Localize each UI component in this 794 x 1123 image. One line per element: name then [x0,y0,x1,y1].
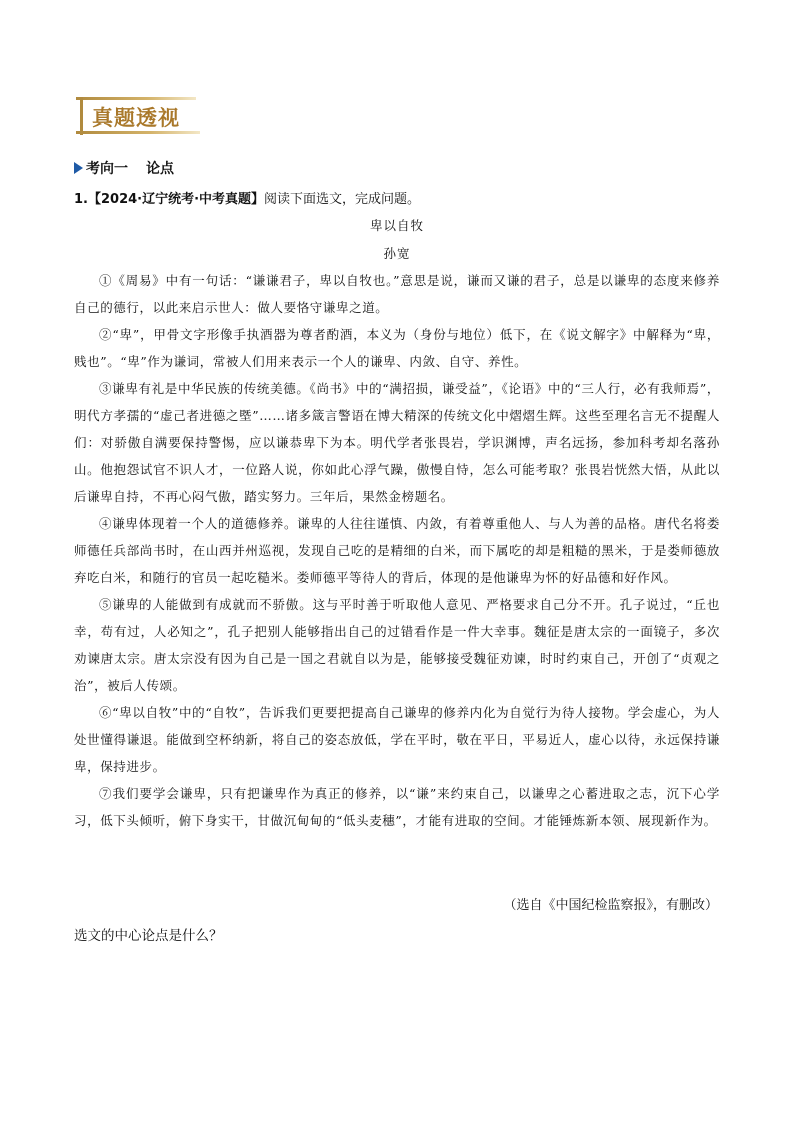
section-header-banner [76,97,200,139]
question-source: 【2024·辽宁统考·中考真题】 [87,192,265,207]
article-paragraph-2: ②“卑”，甲骨文字形像手执酒器为尊者酌酒，本义为（身份与地位）低下，在《说文解字》中解释为“卑，贱也”。“卑”作为谦词，常被人们用来表示一个人的谦卑、内敛、自守、养性。 [74,327,720,369]
article-paragraph-1: ①《周易》中有一句话：“谦谦君子，卑以自牧也。”意思是说，谦而又谦的君子，总是以谦卑的态度来修养自己的德行，以此来启示世人：做人要恪守谦卑之道。 [74,273,720,315]
section-heading [74,158,174,178]
article-author: 孙宽 [383,246,411,261]
article-paragraph-6: ⑥“卑以自牧”中的“自牧”，告诉我们更要把提高自己谦卑的修养内化为自觉行为待人接物。学会虚心，为人处世懂得谦退。能做到空杯纳新，将自己的姿态放低，学在平时，敬在平日，平易近人，虚心以待，永远保持谦卑，保持进步。 [74,705,720,774]
article-body [74,267,720,834]
article-paragraph-7: ⑦我们要学会谦卑，只有把谦卑作为真正的修养，以“谦”来约束自己，以谦卑之心蓄进取之志，沉下心学习，低下头倾听，俯下身实干，甘做沉甸甸的“低头麦穗”，才能有进取的空间。才能锤炼新本领、展现新作为。 [74,786,720,828]
question-number: 1. [74,192,88,207]
article-paragraph-5: ⑤谦卑的人能做到有成就而不骄傲。这与平时善于听取他人意见、严格要求自己分不开。孔子说过，“丘也幸，苟有过，人必知之”，孔子把别人能够指出自己的过错看作是一件大幸事。魏征是唐太宗的一面镜子，多次劝谏唐太宗。唐太宗没有因为自己是一国之君就自以为是，能够接受魏征劝谏，时时约束自己，开创了“贞观之治”，被后人传颂。 [74,597,720,693]
question-instruction: 阅读下面选文，完成问题。 [264,192,421,207]
question-prompt: 选文的中心论点是什么？ [74,928,223,944]
article-title: 卑以自牧 [369,218,424,233]
header-border-left [80,97,83,135]
section-label: 考向一 [86,161,128,177]
article-paragraph-4: ④谦卑体现着一个人的道德修养。谦卑的人往往谨慎、内敛，有着尊重他人、与人为善的品格。唐代名将娄师德任兵部尚书时，在山西并州巡视，发现自己吃的是精细的白米，而下属吃的却是粗糙的黑米，于是娄师德放弃吃白米，和随行的官员一起吃糙米。娄师德平等待人的背后，体现的是他谦卑为怀的好品德和好作风。 [74,516,720,585]
question-heading [74,188,420,207]
triangle-bullet-icon [74,162,83,174]
header-title: 真题透视 [92,106,180,130]
article-paragraph-3: ③谦卑有礼是中华民族的传统美德。《尚书》中的“满招损，谦受益”，《论语》中的“三人行，必有我师焉”，明代方孝孺的“虚己者进德之塈”……诸多箴言警语在博大精深的传统文化中熠熠生辉。这些至理名言无不提醒人们：对骄傲自满要保持警惕，应以谦恭卑下为本。明代学者张畏岩，学识渊博，声名远扬，参加科考却名落孙山。他抱怨试官不识人才，一位路人说，你如此心浮气躁，傲慢自恃，怎么可能考取？张畏岩恍然大悟，从此以后谦卑自持，不再心闷气傲，踏实努力。三年后，果然金榜题名。 [74,381,720,504]
article-source-note: （选自《中国纪检监察报》，有删改） [503,898,718,913]
header-border-top [76,97,196,100]
section-topic: 论点 [146,161,174,177]
